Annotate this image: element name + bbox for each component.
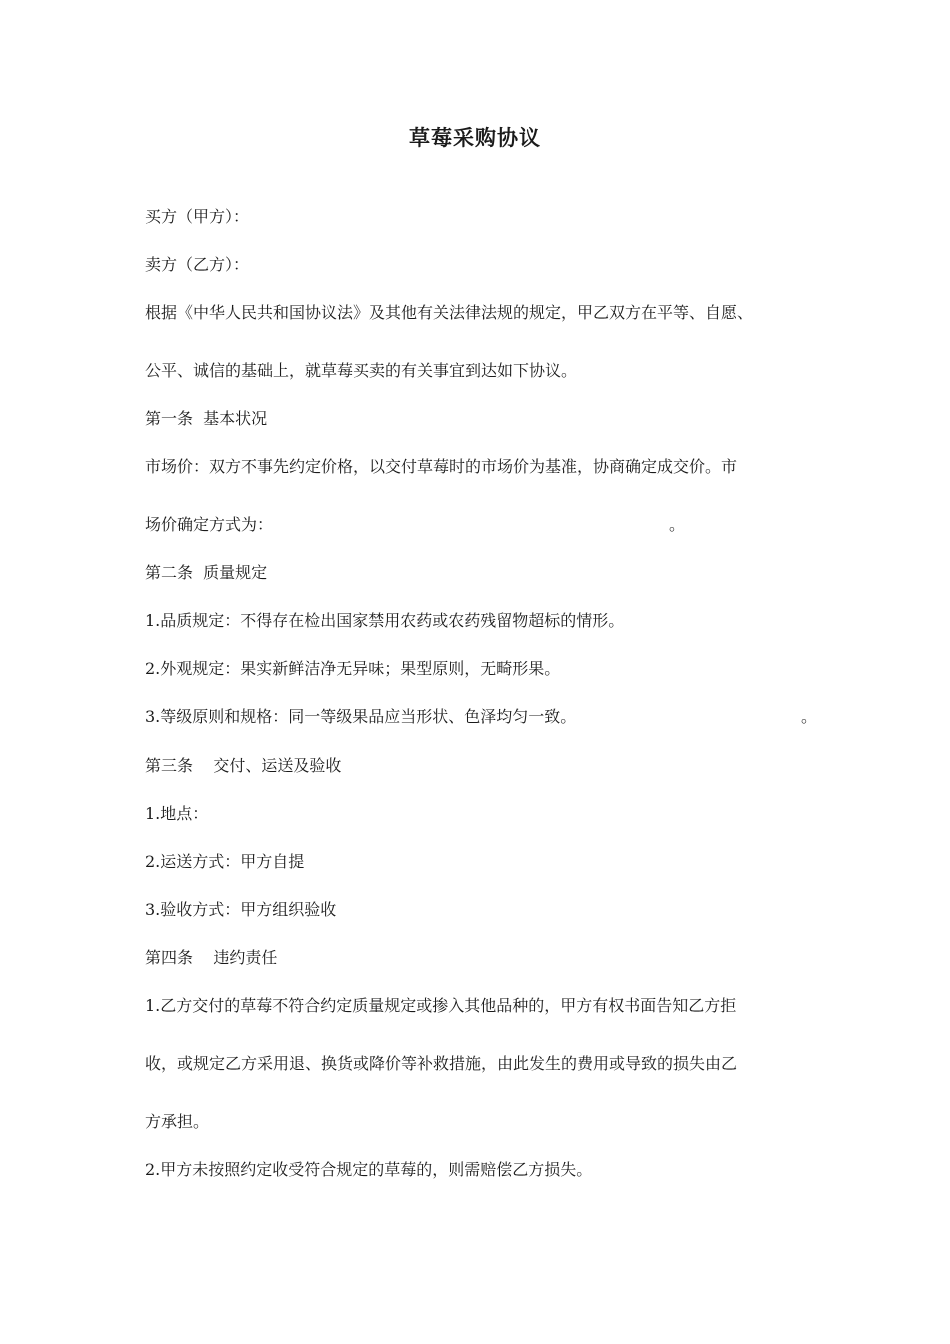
delivery-item-3: 3.验收方式：甲方组织验收: [145, 900, 337, 919]
market-price-line-2: 场价确定方式为：: [145, 515, 274, 534]
quality-item-2: 2.外观规定：果实新鲜洁净无异味；果型原则，无畸形果。: [145, 659, 561, 678]
article-2-heading: 第二条 质量规定: [145, 563, 268, 582]
delivery-item-2: 2.运送方式：甲方自提: [145, 852, 305, 871]
quality-item-1: 1.品质规定：不得存在检出国家禁用农药或农药残留物超标的情形。: [145, 611, 625, 630]
article-4-heading: 第四条 违约责任: [145, 948, 278, 967]
preamble-line-2: 公平、诚信的基础上，就草莓买卖的有关事宜到达如下协议。: [145, 361, 578, 380]
market-price-line-1: 市场价：双方不事先约定价格，以交付草莓时的市场价为基准，协商确定成交价。市: [145, 457, 738, 476]
article-1-heading: 第一条 基本状况: [145, 409, 268, 428]
liability-item-1-line-3: 方承担。: [145, 1112, 210, 1131]
quality-item-3: 3.等级原则和规格：同一等级果品应当形状、色泽均匀一致。: [145, 707, 577, 726]
document-title: 草莓采购协议: [409, 126, 541, 150]
liability-item-1-line-1: 1.乙方交付的草莓不符合约定质量规定或掺入其他品种的，甲方有权书面告知乙方拒: [145, 996, 737, 1015]
article-3-heading: 第三条 交付、运送及验收: [145, 756, 342, 775]
delivery-item-1: 1.地点：: [145, 804, 209, 823]
liability-item-1-line-2: 收，或规定乙方采用退、换货或降价等补救措施，由此发生的费用或导致的损失由乙: [145, 1054, 738, 1073]
price-method-end-mark: 。: [669, 515, 686, 534]
liability-item-2: 2.甲方未按照约定收受符合规定的草莓的，则需赔偿乙方损失。: [145, 1160, 593, 1179]
grade-end-mark: 。: [801, 707, 818, 726]
seller-line: 卖方（乙方）：: [145, 255, 250, 274]
preamble-line-1: 根据《中华人民共和国协议法》及其他有关法律法规的规定，甲乙双方在平等、自愿、: [145, 303, 754, 322]
buyer-line: 买方（甲方）：: [145, 207, 250, 226]
